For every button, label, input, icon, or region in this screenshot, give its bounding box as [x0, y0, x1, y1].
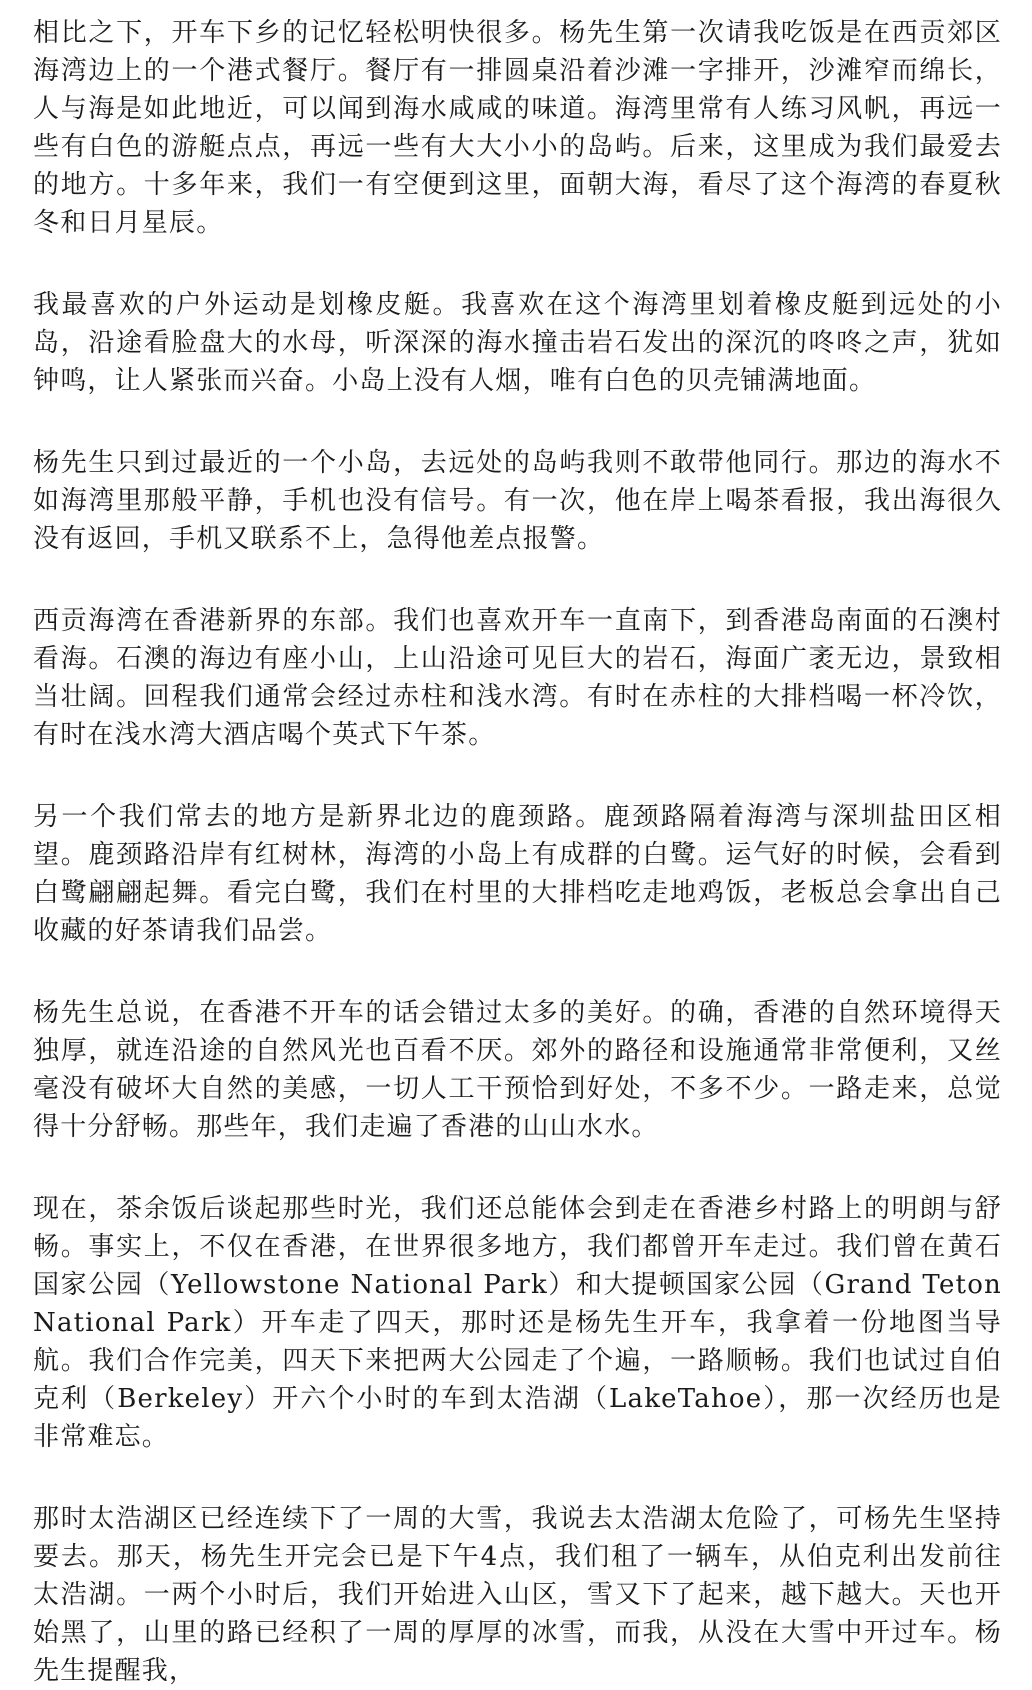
- paragraph-6: 杨先生总说，在香港不开车的话会错过太多的美好。的确，香港的自然环境得天独厚，就连沿途的自然风光也百看不厌。郊外的路径和设施通常非常便利，又丝毫没有破坏大自然的美感，一切人工干预恰到好处，不多不少。一路走来，总觉得十分舒畅。那些年，我们走遍了香港的山山水水。: [33, 998, 1002, 1142]
- paragraph-1: 相比之下，开车下乡的记忆轻松明快很多。杨先生第一次请我吃饭是在西贡郊区海湾边上的一个港式餐厅。餐厅有一排圆桌沿着沙滩一字排开，沙滩窄而绵长，人与海是如此地近，可以闻到海水咸咸的味道。海湾里常有人练习风帆，再远一些有白色的游艇点点，再远一些有大大小小的岛屿。后来，这里成为我们最爱去的地方。十多年来，我们一有空便到这里，面朝大海，看尽了这个海湾的春夏秋冬和日月星辰。: [33, 18, 1002, 238]
- paragraph-8: 那时太浩湖区已经连续下了一周的大雪，我说去太浩湖太危险了，可杨先生坚持要去。那天，杨先生开完会已是下午4点，我们租了一辆车，从伯克利出发前往太浩湖。一两个小时后，我们开始进入山区，雪又下了起来，越下越大。天也开始黑了，山里的路已经积了一周的厚厚的冰雪，而我，从没在大雪中开过车。杨先生提醒我，: [33, 1504, 1002, 1686]
- paragraph-5: 另一个我们常去的地方是新界北边的鹿颈路。鹿颈路隔着海湾与深圳盐田区相望。鹿颈路沿岸有红树林，海湾的小岛上有成群的白鹭。运气好的时候，会看到白鹭翩翩起舞。看完白鹭，我们在村里的大排档吃走地鸡饭，老板总会拿出自己收藏的好茶请我们品尝。: [33, 802, 1002, 946]
- paragraph-2: 我最喜欢的户外运动是划橡皮艇。我喜欢在这个海湾里划着橡皮艇到远处的小岛，沿途看脸盘大的水母，听深深的海水撞击岩石发出的深沉的咚咚之声，犹如钟鸣，让人紧张而兴奋。小岛上没有人烟，唯有白色的贝壳铺满地面。: [33, 290, 1002, 396]
- paragraph-3: 杨先生只到过最近的一个小岛，去远处的岛屿我则不敢带他同行。那边的海水不如海湾里那般平静，手机也没有信号。有一次，他在岸上喝茶看报，我出海很久没有返回，手机又联系不上，急得他差点报警。: [33, 448, 1002, 554]
- paragraph-7: 现在，茶余饭后谈起那些时光，我们还总能体会到走在香港乡村路上的明朗与舒畅。事实上，不仅在香港，在世界很多地方，我们都曾开车走过。我们曾在黄石国家公园（Yellowstone National Park）和大提顿国家公园（Grand Teton National Park）开车走了四天，那时还是杨先生开车，我拿着一份地图当导航。我们合作完美，四天下来把两大公园走了个遍，一路顺畅。我们也试过自伯克利（Berkeley）开六个小时的车到太浩湖（LakeTahoe），那一次经历也是非常难忘。: [33, 1194, 1002, 1452]
- paragraph-4: 西贡海湾在香港新界的东部。我们也喜欢开车一直南下，到香港岛南面的石澳村看海。石澳的海边有座小山，上山沿途可见巨大的岩石，海面广袤无边，景致相当壮阔。回程我们通常会经过赤柱和浅水湾。有时在赤柱的大排档喝一杯冷饮，有时在浅水湾大酒店喝个英式下午茶。: [33, 606, 1002, 750]
